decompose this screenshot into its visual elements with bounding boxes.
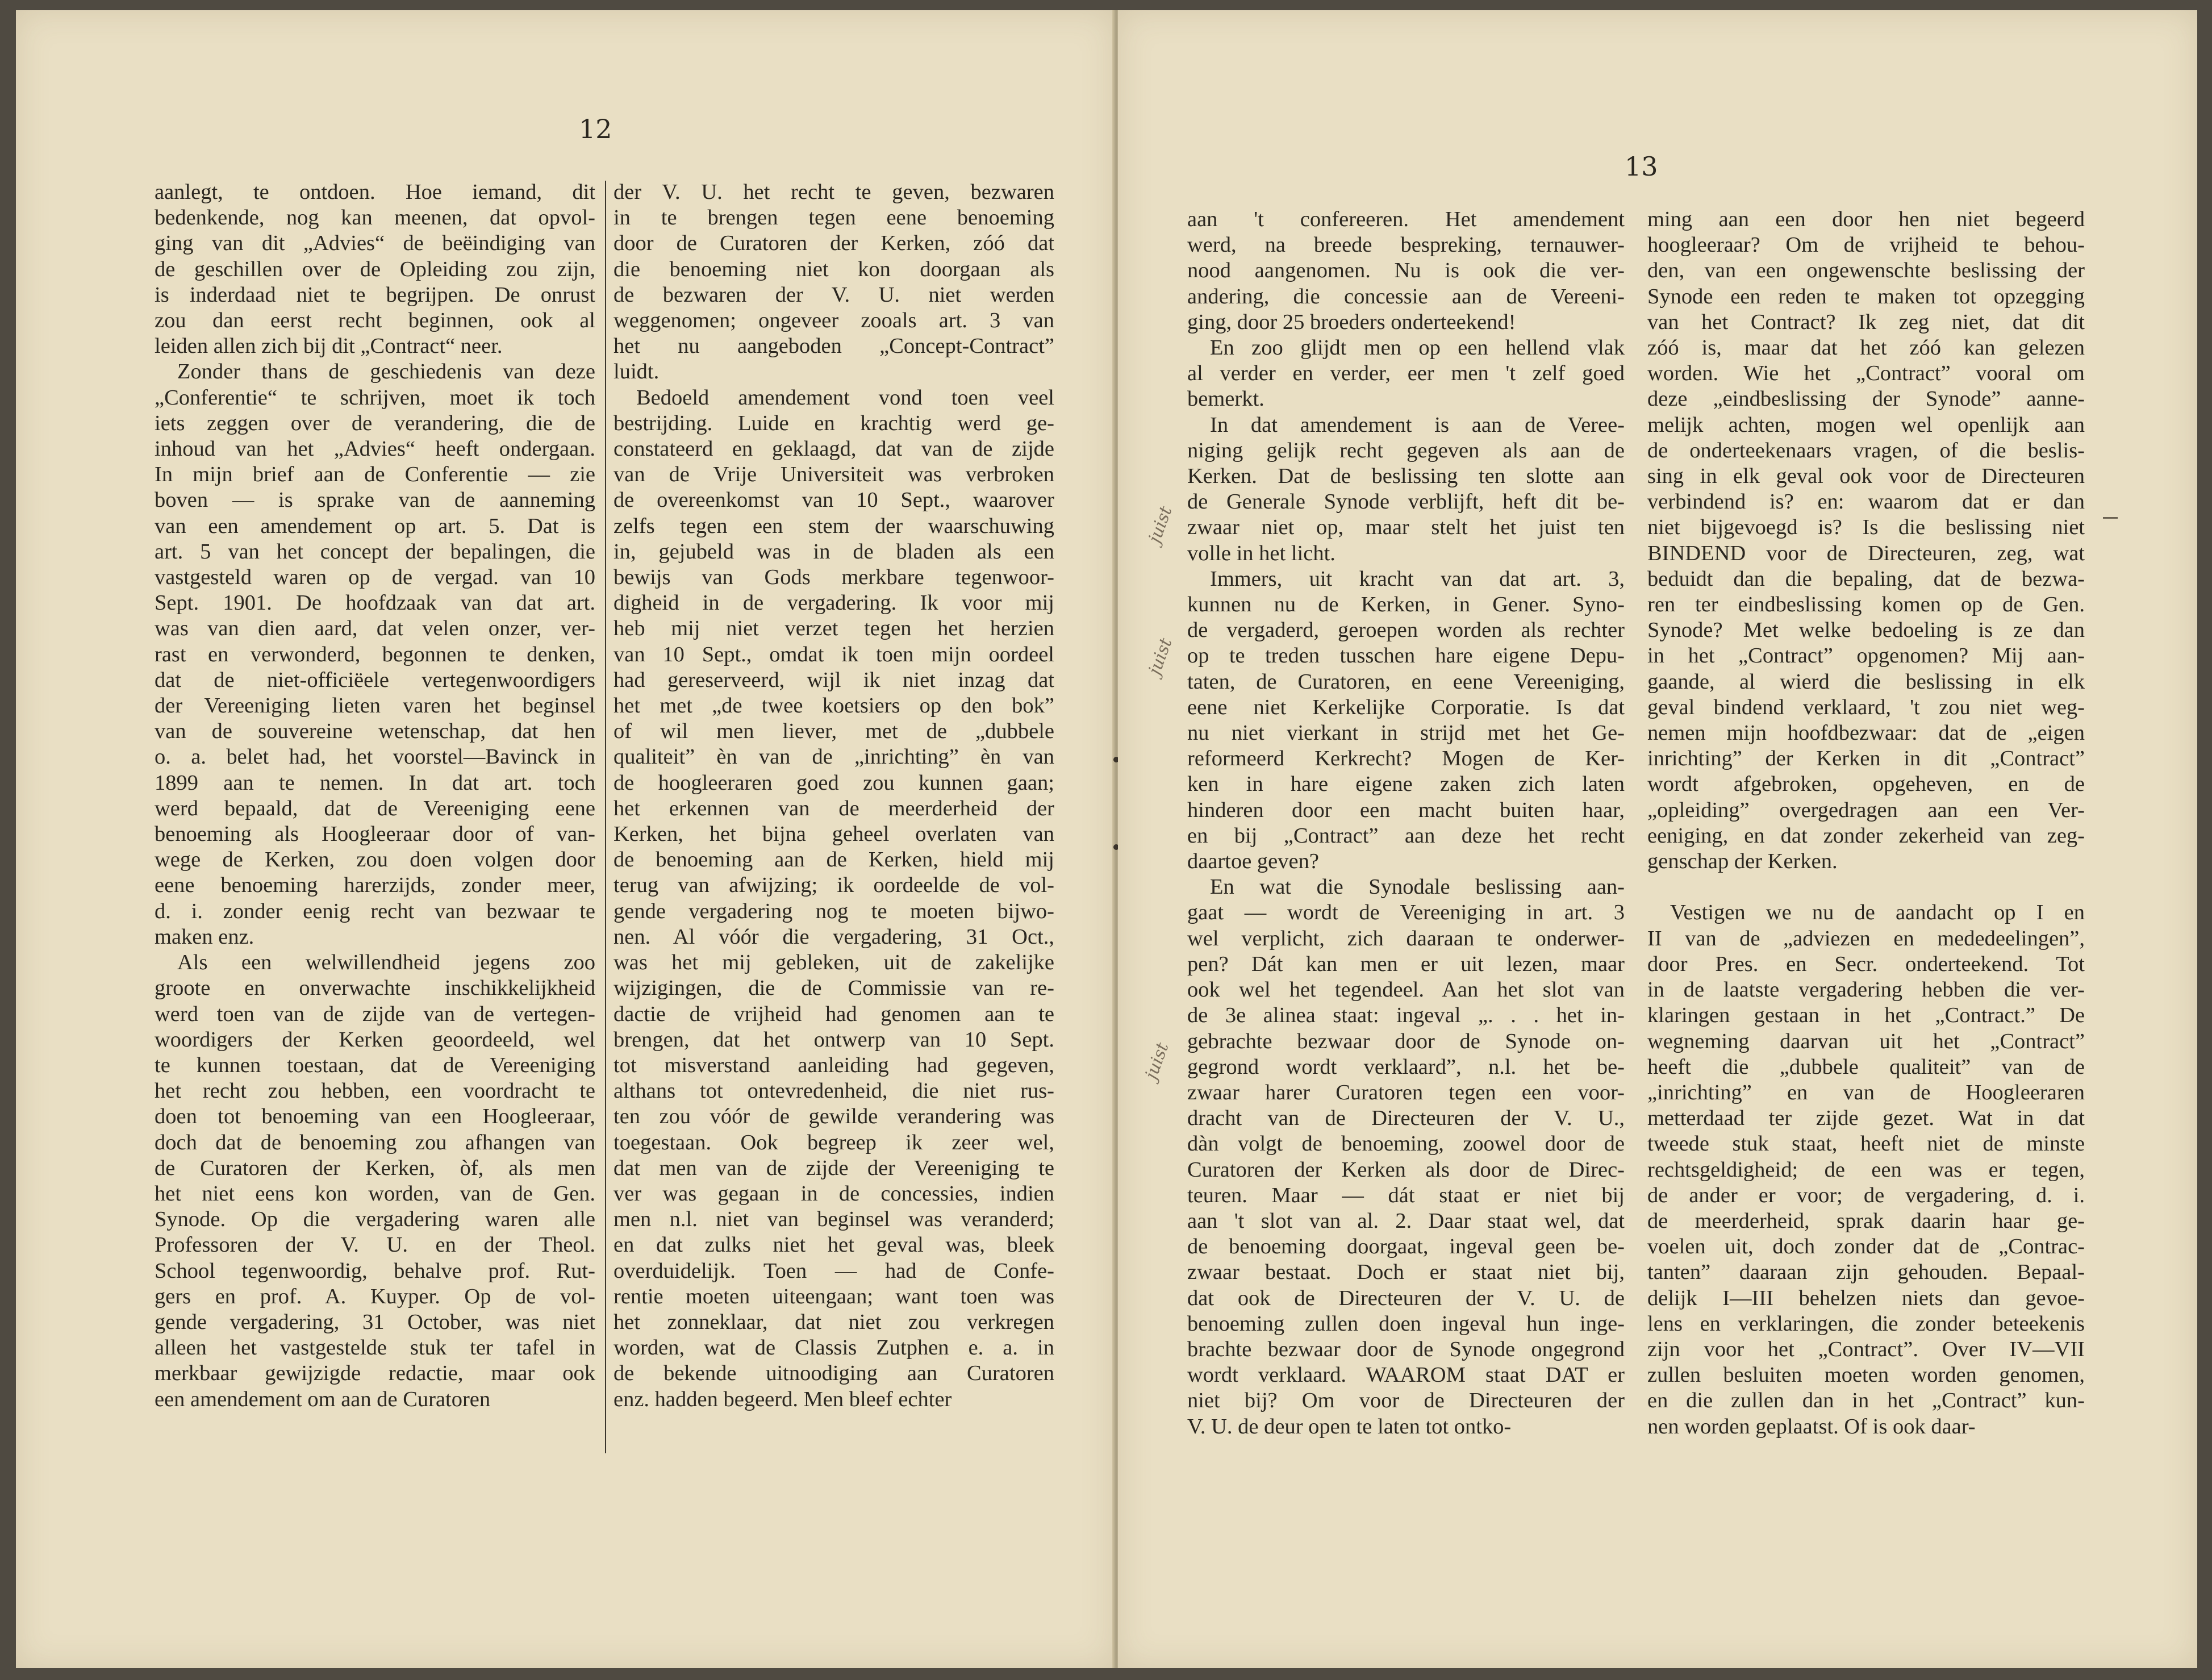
text-line: ten zou vóór de gewilde verandering was bbox=[613, 1104, 1054, 1129]
text-line: dàn volgt de benoeming, zoowel door de bbox=[1187, 1132, 1625, 1156]
text-line: te kunnen toestaan, dat de Vereeniging bbox=[155, 1053, 595, 1077]
text-line: vastgesteld waren op de vergad. van 10 bbox=[155, 565, 595, 590]
text-line: 1899 aan te nemen. In dat art. toch bbox=[155, 770, 595, 795]
text-line: werd toen van de zijde van de vertegen- bbox=[155, 1002, 595, 1026]
text-line: gegrond wordt verklaard”, n.l. het be- bbox=[1187, 1054, 1625, 1079]
text-line: Sept. 1901. De hoofdzaak van dat art. bbox=[155, 591, 595, 615]
text-line: het niet eens kon worden, van de Gen. bbox=[155, 1181, 595, 1206]
text-line: gende vergadering nog te moeten bijwo- bbox=[613, 899, 1054, 923]
text-line: kunnen nu de Kerken, in Gener. Syno- bbox=[1187, 593, 1625, 617]
page-number: 13 bbox=[1625, 151, 1658, 182]
text-line: niet bij? Om voor de Directeuren der bbox=[1187, 1389, 1625, 1413]
text-line: de bekende uitnoodiging aan Curatoren bbox=[613, 1361, 1054, 1386]
text-line: d. i. zonder eenig recht van bezwaar te bbox=[155, 899, 595, 923]
text-line: zwaar niet op, maar stelt het juist ten bbox=[1187, 515, 1625, 540]
text-line: luidt. bbox=[613, 360, 660, 384]
text-column bbox=[1187, 207, 1625, 1440]
text-line: II van de „adviezen en mededeelingen”, bbox=[1647, 926, 2085, 951]
text-line: de Curatoren der Kerken, òf, als men bbox=[155, 1156, 595, 1180]
text-line: eene benoeming harerzijds, zonder meer, bbox=[155, 873, 595, 898]
text-line: wel verplicht, zich daaraan te onderwer- bbox=[1187, 926, 1625, 951]
text-line: School tegenwoordig, behalve prof. Rut- bbox=[155, 1258, 595, 1283]
text-line: geval bindend verklaard, 't zou niet weg- bbox=[1647, 695, 2085, 719]
text-line: dat de niet-officiëele vertegenwoordigers bbox=[155, 668, 595, 692]
margin-dash bbox=[2103, 517, 2118, 519]
text-line: zijn voor het „Contract”. Over IV—VII bbox=[1647, 1337, 2085, 1361]
text-line: de benoeming aan de Kerken, hield mij bbox=[613, 848, 1054, 872]
text-line: het recht zou hebben, een voordracht te bbox=[155, 1079, 595, 1103]
text-line: doch dat de benoeming zou afhangen van bbox=[155, 1130, 595, 1154]
text-line: werd bepaald, dat de Vereeniging eene bbox=[155, 796, 595, 820]
column-rule bbox=[605, 181, 606, 1453]
text-line: teuren. Maar — dát staat er niet bij bbox=[1187, 1183, 1625, 1207]
text-line: ging, door 25 broeders onderteekend! bbox=[1187, 310, 1516, 334]
text-line: een amendement om aan de Curatoren bbox=[155, 1387, 491, 1411]
text-line: In dat amendement is aan de Veree- bbox=[1210, 412, 1625, 437]
text-line: inhoud van het „Advies“ heeft ondergaan. bbox=[155, 437, 595, 461]
margin-note: juist bbox=[1145, 503, 1176, 546]
text-line: rentie moeten uiteengaan; want toen was bbox=[613, 1284, 1054, 1308]
text-line: constateerd en geklaagd, dat van de zijde bbox=[613, 437, 1054, 461]
text-line: der V. U. het recht te geven, bezwaren bbox=[613, 180, 1054, 204]
text-line: het zonneklaar, dat niet zou verkregen bbox=[613, 1310, 1054, 1334]
text-line: o. a. belet had, het voorstel—Bavinck in bbox=[155, 745, 595, 769]
text-line: groote en onverwachte inschikkelijkheid bbox=[155, 976, 595, 1001]
text-line: metterdaad ter zijde gezet. Wat in dat bbox=[1647, 1106, 2085, 1131]
text-line: weggenomen; ongeveer zooals art. 3 van bbox=[613, 309, 1054, 333]
text-line: rast en verwonderd, begonnen te denken, bbox=[155, 642, 595, 666]
text-line: V. U. de deur open te laten tot ontko- bbox=[1187, 1414, 1512, 1439]
text-line: benoeming zullen doen ingeval hun inge- bbox=[1187, 1311, 1625, 1336]
text-line: taten, de Curatoren, en eene Vereeniging, bbox=[1187, 669, 1625, 694]
text-line: en die zullen dan in het „Contract” kun- bbox=[1647, 1389, 2085, 1413]
text-line: eene niet Kerkelijke Corporatie. Is dat bbox=[1187, 695, 1625, 719]
text-line: worden, wat de Classis Zutphen e. a. in bbox=[613, 1336, 1054, 1360]
text-line: de geschillen over de Opleiding zou zijn, bbox=[155, 257, 595, 281]
text-line: van de Vrije Universiteit was verbroken bbox=[613, 462, 1054, 487]
text-line: leiden allen zich bij dit „Contract“ neer. bbox=[155, 334, 503, 358]
text-line: hoogleeraar? Om de vrijheid te behou- bbox=[1647, 233, 2085, 257]
text-line: de Generale Synode verblijft, heft dit be- bbox=[1187, 490, 1625, 514]
text-line bbox=[1647, 874, 2085, 900]
text-line: hinderen door een macht buiten haar, bbox=[1187, 798, 1625, 822]
text-line: terug van afwijzing; ik oordeelde de vol- bbox=[613, 873, 1054, 898]
text-line: worden. Wie het „Contract” vooral om bbox=[1647, 361, 2085, 386]
text-line: aan 't slot van al. 2. Daar staat wel, dat bbox=[1187, 1208, 1625, 1233]
text-line: woordigers der Kerken geoordeeld, wel bbox=[155, 1027, 595, 1052]
text-line: was van dien aard, dat velen onzer, ver- bbox=[155, 616, 595, 641]
text-line: op te treden tusschen hare eigene Depu- bbox=[1187, 644, 1625, 668]
text-line: ook wel het tegendeel. Aan het slot van bbox=[1187, 978, 1625, 1002]
text-line: eeniging, en dat zonder zekerheid van zeg- bbox=[1647, 823, 2085, 848]
text-line: Professoren der V. U. en der Theol. bbox=[155, 1233, 595, 1257]
margin-note: juist bbox=[1145, 635, 1176, 678]
text-line: nood aangenomen. Nu is ook die ver- bbox=[1187, 259, 1625, 283]
text-line: had gereserveerd, wijl ik niet inzag dat bbox=[613, 668, 1054, 692]
text-line: reformeerd Kerkrecht? Mogen de Ker- bbox=[1187, 747, 1625, 771]
text-line: lens en verklaringen, die zonder beteekenis bbox=[1647, 1311, 2085, 1336]
text-line: nen worden geplaatst. Of is ook daar- bbox=[1647, 1414, 1976, 1439]
text-line: brengen, dat het ontwerp van 10 Sept. bbox=[613, 1027, 1054, 1052]
text-line: wegneming daarvan uit het „Contract” bbox=[1647, 1029, 2085, 1053]
text-line: bewijs van Gods merkbare tegenwoor- bbox=[613, 565, 1054, 590]
text-line: de benoeming doorgaat, ingeval geen be- bbox=[1187, 1235, 1625, 1259]
text-line: andering, die concessie aan de Vereeni- bbox=[1187, 284, 1625, 309]
text-line: de overeenkomst van 10 Sept., waarover bbox=[613, 488, 1054, 512]
text-line: en bij „Contract” aan deze het recht bbox=[1187, 823, 1625, 848]
text-line: de hoogleeraren goed zou kunnen gaan; bbox=[613, 770, 1054, 795]
text-line: het erkennen van de meerderheid der bbox=[613, 796, 1054, 820]
text-line: van de souvereine wetenschap, dat hen bbox=[155, 719, 595, 744]
text-line: gaat — wordt de Vereeniging in art. 3 bbox=[1187, 901, 1625, 925]
text-line: Vestigen we nu de aandacht op I en bbox=[1670, 901, 2085, 925]
text-line: althans tot ontevredenheid, die niet rus- bbox=[613, 1079, 1054, 1103]
text-line: der Vereeniging lieten varen het beginsel bbox=[155, 694, 595, 718]
text-line: Als een welwillendheid jegens zoo bbox=[177, 951, 595, 975]
text-line: Curatoren der Kerken als door de Direc- bbox=[1187, 1157, 1625, 1182]
text-line: daartoe geven? bbox=[1187, 849, 1319, 874]
text-line: Synode. Op die vergadering waren alle bbox=[155, 1207, 595, 1232]
text-line: En wat die Synodale beslissing aan- bbox=[1210, 875, 1625, 899]
text-line: Kerken. Dat de beslissing ten slotte aan bbox=[1187, 464, 1625, 489]
text-line: door de Curatoren der Kerken, zóó dat bbox=[613, 231, 1054, 256]
text-line: „opleiding” overgedragen aan een Ver- bbox=[1647, 798, 2085, 822]
page-right bbox=[1118, 10, 2197, 1668]
text-line: heb mij niet verzet tegen het herzien bbox=[613, 616, 1054, 641]
text-line: maken enz. bbox=[155, 924, 254, 949]
text-line: klaringen gestaan in het „Contract.” De bbox=[1647, 1003, 2085, 1028]
text-line: die benoeming niet kon doorgaan als bbox=[613, 257, 1054, 281]
text-line: Kerken, het bijna geheel overlaten van bbox=[613, 822, 1054, 847]
text-line: de bezwaren der V. U. niet werden bbox=[613, 282, 1054, 307]
text-line: ken in hare eigene zaken zich laten bbox=[1187, 772, 1625, 797]
text-line: dactie de vrijheid had genomen aan te bbox=[613, 1002, 1054, 1026]
text-line: het met „de twee koetsiers op den bok” bbox=[613, 694, 1054, 718]
text-line: in het „Contract” opgenomen? Mij aan- bbox=[1647, 644, 2085, 668]
text-line: van een amendement op art. 5. Dat is bbox=[155, 514, 595, 538]
text-line: van het Contract? Ik zeg niet, dat dit bbox=[1647, 310, 2085, 334]
text-line: delijk I—III behelzen niets dan gevoe- bbox=[1647, 1286, 2085, 1310]
text-column bbox=[1647, 207, 2085, 1440]
text-column bbox=[155, 180, 595, 1412]
text-line: was het mij gebleken, uit de zakelijke bbox=[613, 951, 1054, 975]
text-line: niet bijgevoegd is? Is die beslissing niet bbox=[1647, 515, 2085, 540]
text-line: merkbaar gewijzigde redactie, maar ook bbox=[155, 1361, 595, 1386]
text-line: en dat zulks niet het geval was, bleek bbox=[613, 1233, 1054, 1257]
margin-note: juist bbox=[1141, 1040, 1173, 1082]
text-line: qualiteit” èn van de „inrichting” èn van bbox=[613, 745, 1054, 769]
text-line: bedenkende, nog kan meenen, dat opvol- bbox=[155, 206, 595, 230]
text-line: niging gelijk recht gegeven als aan de bbox=[1187, 438, 1625, 462]
text-line: rechtsgeldigheid; de een was er tegen, bbox=[1647, 1157, 2085, 1182]
text-line: gaande, al wierd die beslissing in elk bbox=[1647, 669, 2085, 694]
text-line: bemerkt. bbox=[1187, 387, 1264, 411]
text-line: tweede stuk staat, heeft niet de minste bbox=[1647, 1132, 2085, 1156]
text-line: men n.l. niet van beginsel was veranderd; bbox=[613, 1207, 1054, 1232]
text-line: Immers, uit kracht van dat art. 3, bbox=[1210, 566, 1625, 591]
text-line: de onderteekenaars vragen, of die beslis- bbox=[1647, 438, 2085, 462]
text-line: En zoo glijdt men op een hellend vlak bbox=[1210, 336, 1625, 360]
text-line: in, gejubeld was in de bladen als een bbox=[613, 539, 1054, 564]
text-line: voelen uit, doch zonder dat de „Contrac- bbox=[1647, 1235, 2085, 1259]
text-line: aanlegt, te ontdoen. Hoe iemand, dit bbox=[155, 180, 595, 204]
text-line: dracht van de Directeuren der V. U., bbox=[1187, 1106, 1625, 1131]
text-line: bestrijding. Luide en krachtig werd ge- bbox=[613, 411, 1054, 435]
text-line: sing in elk geval ook voor de Directeuren bbox=[1647, 464, 2085, 489]
text-line: in te brengen tegen eene benoeming bbox=[613, 206, 1054, 230]
text-line: pen? Dát kan men er uit lezen, maar bbox=[1187, 952, 1625, 976]
text-line: iets zeggen over de verandering, die de bbox=[155, 411, 595, 435]
text-line: inrichting” der Kerken in dit „Contract” bbox=[1647, 747, 2085, 771]
text-line: Zonder thans de geschiedenis van deze bbox=[177, 360, 595, 384]
text-line: ver was gegaan in de concessies, indien bbox=[613, 1181, 1054, 1206]
text-line: verbindend is? en: waarom dat er dan bbox=[1647, 490, 2085, 514]
text-line: beduidt dan die bepaling, dat de bezwa- bbox=[1647, 566, 2085, 591]
text-line: tot misverstand aanleiding had gegeven, bbox=[613, 1053, 1054, 1077]
text-line: „inrichting” en van de Hoogleeraren bbox=[1647, 1080, 2085, 1104]
text-line: Bedoeld amendement vond toen veel bbox=[636, 385, 1054, 410]
text-line: den, van een ongewenschte beslissing der bbox=[1647, 259, 2085, 283]
text-line: „Conferentie“ te schrijven, moet ik toch bbox=[155, 385, 595, 410]
text-line: nen. Al vóór die vergadering, 31 Oct., bbox=[613, 924, 1054, 949]
text-line: Synode? Met welke bedoeling is ze dan bbox=[1647, 618, 2085, 643]
text-line: aan 't confereeren. Het amendement bbox=[1187, 207, 1625, 231]
text-line: wordt afgebroken, opgeheven, en de bbox=[1647, 772, 2085, 797]
text-line: wege de Kerken, zou doen volgen door bbox=[155, 848, 595, 872]
page-left bbox=[16, 10, 1115, 1668]
text-line: de meerderheid, sprak daarin haar ge- bbox=[1647, 1208, 2085, 1233]
text-line: de 3e alinea staat: ingeval „. . . het in- bbox=[1187, 1003, 1625, 1028]
text-line: zóó is, maar dat het zóó kan gelezen bbox=[1647, 336, 2085, 360]
text-line: werd, na breede bespreking, ternauwer- bbox=[1187, 233, 1625, 257]
text-line: ming aan een door hen niet begeerd bbox=[1647, 207, 2085, 231]
text-line: tanten” daaraan zijn gehouden. Bepaal- bbox=[1647, 1260, 2085, 1285]
page-number: 12 bbox=[579, 114, 612, 144]
text-line: al verder en verder, eer men 't zelf goed bbox=[1187, 361, 1625, 386]
text-line: Synode een reden te maken tot opzegging bbox=[1647, 284, 2085, 309]
text-line: BINDEND voor de Directeuren, zeg, wat bbox=[1647, 541, 2085, 565]
text-line: toegestaan. Ook begreep ik zeer wel, bbox=[613, 1130, 1054, 1154]
text-line: zwaar harer Curatoren tegen een voor- bbox=[1187, 1080, 1625, 1104]
text-line: ren ter eindbeslissing komen op de Gen. bbox=[1647, 593, 2085, 617]
text-line: nemen mijn hoofdbezwaar: dat de „eigen bbox=[1647, 721, 2085, 745]
text-line: deze „eindbeslissing der Synode” aanne- bbox=[1647, 387, 2085, 411]
text-line: enz. hadden begeerd. Men bleef echter bbox=[613, 1387, 952, 1411]
text-line: melijk achten, mogen wel openlijk aan bbox=[1647, 412, 2085, 437]
text-column bbox=[613, 180, 1054, 1412]
text-line: brachte bezwaar door de Synode ongegrond bbox=[1187, 1337, 1625, 1361]
text-line: zelfs tegen een stem der waarschuwing bbox=[613, 514, 1054, 538]
text-line: alleen het vastgestelde stuk ter tafel in bbox=[155, 1336, 595, 1360]
text-line: of wil men liever, met de „dubbele bbox=[613, 719, 1054, 744]
text-line: is inderdaad niet te begrijpen. De onrust bbox=[155, 282, 595, 307]
text-line: genschap der Kerken. bbox=[1647, 849, 1838, 874]
text-line: art. 5 van het concept der bepalingen, die bbox=[155, 539, 595, 564]
text-line: heeft die „dubbele qualiteit” van de bbox=[1647, 1054, 2085, 1079]
text-line: de vergaderd, geroepen worden als rechter bbox=[1187, 618, 1625, 643]
text-line: de ander er voor; de vergadering, d. i. bbox=[1647, 1183, 2085, 1207]
text-line: in de laatste vergadering hebben die ver- bbox=[1647, 978, 2085, 1002]
text-line: wijzigingen, die de Commissie van re- bbox=[613, 976, 1054, 1001]
text-line: digheid in de vergadering. Ik voor mij bbox=[613, 591, 1054, 615]
text-line: In mijn brief aan de Conferentie — zie bbox=[155, 462, 595, 487]
text-line: doen tot benoeming van een Hoogleeraar, bbox=[155, 1104, 595, 1129]
text-line: wordt verklaard. WAAROM staat DAT er bbox=[1187, 1363, 1625, 1387]
text-line: dat ook de Directeuren der V. U. de bbox=[1187, 1286, 1625, 1310]
text-line: het nu aangeboden „Concept-Contract” bbox=[613, 334, 1054, 358]
text-line: zou dan eerst recht beginnen, ook al bbox=[155, 309, 595, 333]
text-line: door Pres. en Secr. onderteekend. Tot bbox=[1647, 952, 2085, 976]
text-line: gende vergadering, 31 October, was niet bbox=[155, 1310, 595, 1334]
text-line: zwaar bestaat. Doch er staat niet bij, bbox=[1187, 1260, 1625, 1285]
text-line: boven — is sprake van de aanneming bbox=[155, 488, 595, 512]
text-line: gers en prof. A. Kuyper. Op de vol- bbox=[155, 1284, 595, 1308]
text-line: benoeming als Hoogleeraar door of van- bbox=[155, 822, 595, 847]
text-line: nu niet vierkant in strijd met het Ge- bbox=[1187, 721, 1625, 745]
text-line: dat men van de zijde der Vereeniging te bbox=[613, 1156, 1054, 1180]
text-line: van 10 Sept., omdat ik toen mijn oordeel bbox=[613, 642, 1054, 666]
text-line: zullen besluiten moeten worden genomen, bbox=[1647, 1363, 2085, 1387]
text-line: volle in het licht. bbox=[1187, 541, 1335, 565]
text-line: gebrachte bezwaar door de Synode on- bbox=[1187, 1029, 1625, 1053]
text-line: overduidelijk. Toen — had de Confe- bbox=[613, 1258, 1054, 1283]
text-line: ging van dit „Advies“ de beëindiging van bbox=[155, 231, 595, 256]
